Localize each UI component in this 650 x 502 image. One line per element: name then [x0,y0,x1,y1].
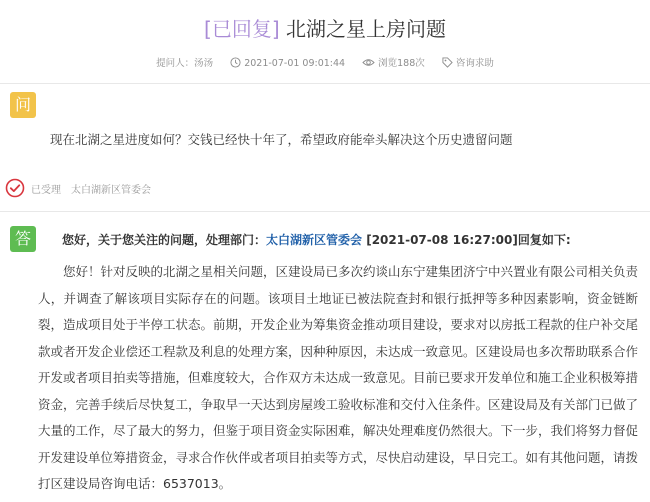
eye-icon [362,57,375,68]
question-text: 现在北湖之星进度如何？交钱已经快十年了，希望政府能牵头解决这个历史遗留问题 [50,132,513,147]
divider [0,211,650,212]
post-meta [0,56,650,73]
reply-header [62,231,571,249]
asker [156,56,213,72]
category-text: 咨询求助 [455,58,494,69]
view-count-text: 浏览188次 [378,58,425,69]
post-time-text: 2021-07-01 09:01:44 [244,58,346,69]
asker-label: 提问人：汤汤 [156,58,214,69]
department-link[interactable]: 太白湖新区管委会 [266,233,363,247]
accepted-label: 已受理 [31,185,61,196]
tag-icon [442,57,453,68]
post-time [230,56,345,72]
question-badge: 问 [10,92,36,118]
divider [0,83,650,84]
accepted-status [5,178,151,198]
reply-header-suffix: [2021-07-08 16:27:00]回复如下: [366,233,571,247]
clock-icon [230,57,241,68]
reply-body: 您好！针对反映的北湖之星相关问题，区建设局已多次约谈山东宁建集团济宁中兴置业有限公司相关负责人，并调查了解该项目实际存在的问题。该项目土地证已被法院查封和银行抵押等多种因素影响，资金链断裂，造成项目处于半停工状态。前期，开发企业为筹集资金推动项目建设，要求对以房抵工程款的住户补交尾款或者开发企业偿还工程款及利息的处理方案，因种种原因，未达成一致意见。区建设局也多次帮助联系合作开发或者项目拍卖等措施，但难度较大，合作双方未达成一致意见。目前已要求开发单位和施工企业积极筹措资金，完善手续后尽快复工，争取早一天达到房屋竣工验收标准和交付入住条件。区建设局及有关部门已做了大量的工作，尽了最大的努力，但鉴于项目资金实际困难，解决处理难度仍然很大。下一步，我们将努力督促开发建设单位筹措资金，寻求合作伙伴或者项目拍卖等方式，尽快启动建设，早日完工。如有其他问题，请拨打区建设局咨询电话：6537013。 [38,264,639,491]
category[interactable] [442,56,494,72]
accepted-org: 太白湖新区管委会 [71,185,151,196]
reply-status-tag: [已回复] [204,17,280,41]
page-title-text: 北湖之星上房问题 [285,17,446,41]
reply-header-prefix: 您好，关于您关注的问题，处理部门： [62,233,267,247]
answer-badge: 答 [10,226,36,252]
check-circle-icon [5,178,25,198]
page-title [0,14,650,44]
view-count [362,56,425,72]
